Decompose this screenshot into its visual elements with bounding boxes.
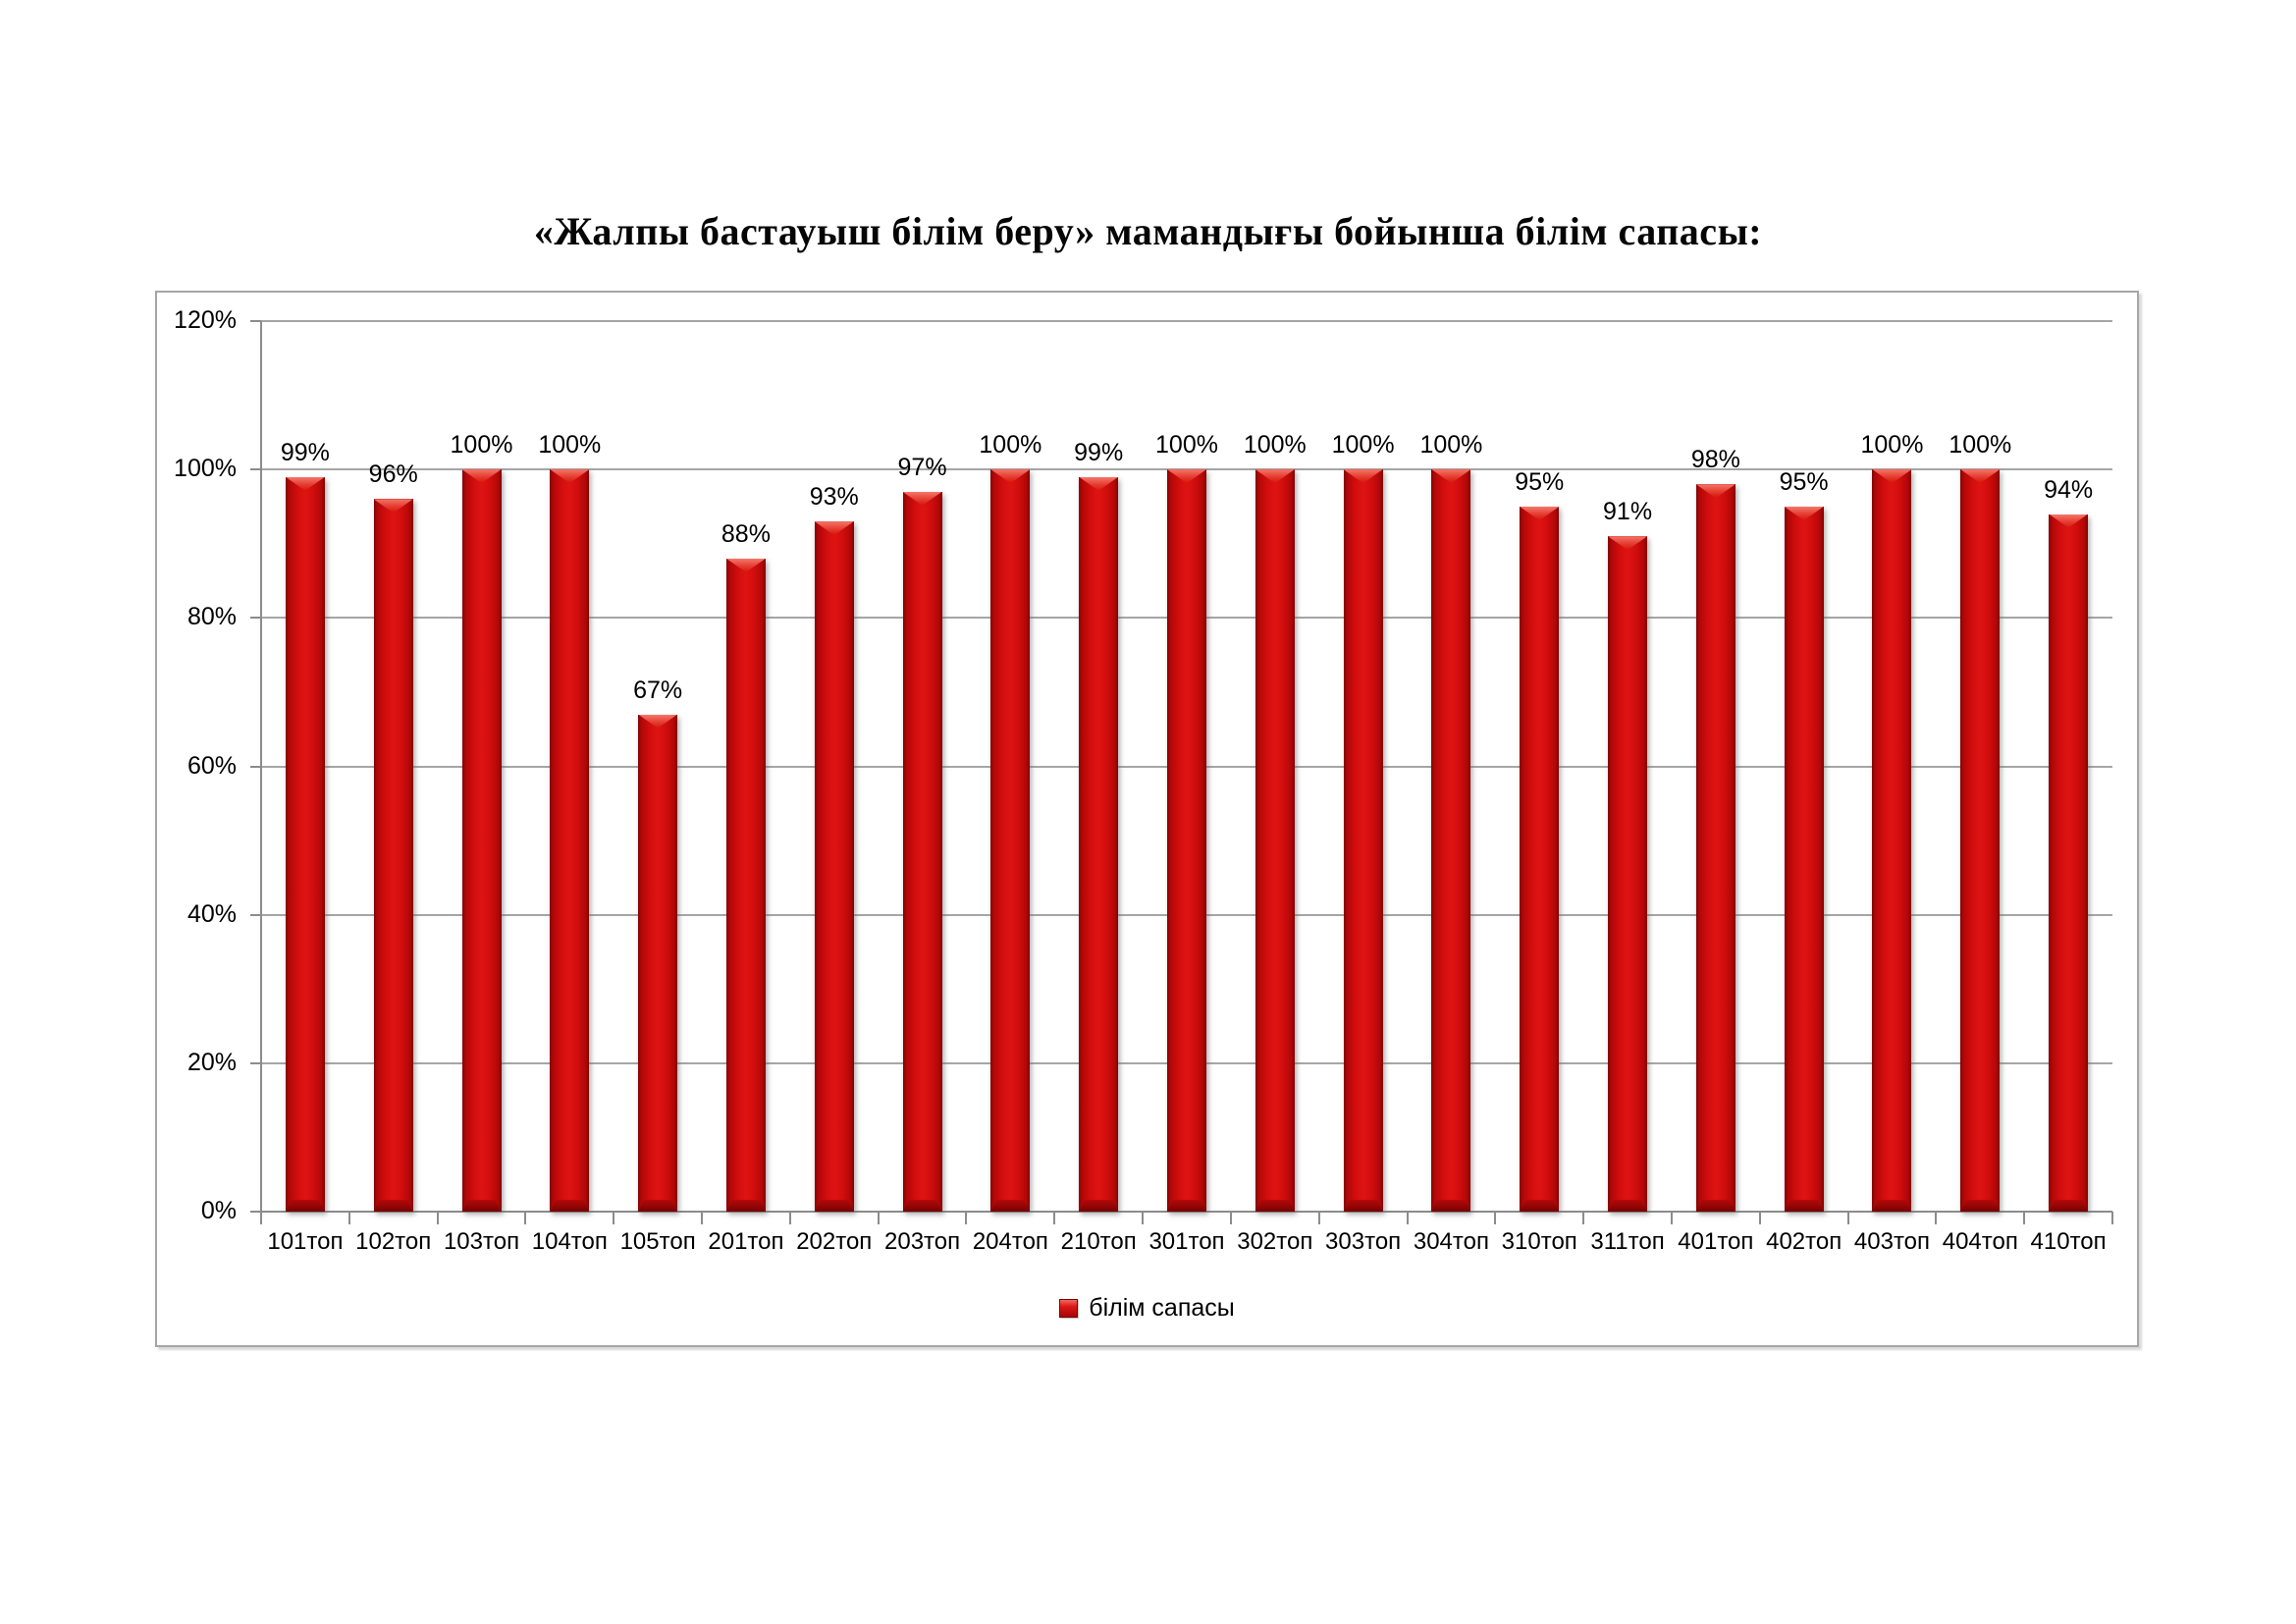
bar — [1167, 469, 1206, 1212]
x-axis-tick — [1494, 1212, 1496, 1224]
bar-value-label: 100% — [979, 431, 1042, 460]
x-axis-tick — [1053, 1212, 1055, 1224]
legend — [157, 1296, 2137, 1321]
bar-value-label: 98% — [1690, 446, 1740, 474]
bar-value-label: 91% — [1603, 498, 1653, 526]
x-axis-tick — [524, 1212, 526, 1224]
bar — [1344, 469, 1383, 1212]
bar-value-label: 100% — [450, 431, 513, 460]
x-axis-category-label: 410топ — [2030, 1228, 2107, 1255]
bar — [462, 469, 502, 1212]
bar-value-label: 100% — [1949, 431, 2012, 460]
x-axis-tick — [701, 1212, 703, 1224]
x-axis-tick — [789, 1212, 791, 1224]
x-axis-category-label: 401топ — [1678, 1228, 1754, 1255]
bar — [1079, 477, 1118, 1212]
bar-value-label: 100% — [538, 431, 602, 460]
x-axis-tick — [437, 1212, 439, 1224]
gridline — [261, 320, 2112, 322]
x-axis-category-label: 304топ — [1413, 1228, 1489, 1255]
x-axis-category-label: 210топ — [1060, 1228, 1137, 1255]
bar — [1872, 469, 1911, 1212]
bar — [1255, 469, 1295, 1212]
bar — [286, 477, 325, 1212]
bar-value-label: 93% — [809, 483, 859, 512]
bar-value-label: 99% — [1074, 438, 1124, 466]
x-axis-tick — [1759, 1212, 1761, 1224]
x-axis-category-label: 301топ — [1148, 1228, 1225, 1255]
x-axis-category-label: 102топ — [355, 1228, 432, 1255]
x-axis-category-label: 202топ — [796, 1228, 873, 1255]
bar — [726, 559, 766, 1212]
bar — [815, 521, 854, 1212]
x-axis-tick — [1671, 1212, 1673, 1224]
x-axis-tick — [965, 1212, 967, 1224]
x-axis-category-label: 402топ — [1766, 1228, 1842, 1255]
legend-label: білім сапасы — [1089, 1294, 1235, 1322]
bar-value-label: 100% — [1860, 431, 1924, 460]
x-axis-category-label: 303топ — [1325, 1228, 1402, 1255]
y-axis-tick-label: 20% — [187, 1048, 237, 1076]
bar-value-label: 95% — [1515, 467, 1565, 496]
chart-title: «Жалпы бастауыш білім беру» мамандығы бойынша білім сапасы: — [533, 209, 1763, 253]
bar-value-label: 97% — [897, 453, 947, 481]
y-axis-tick-label: 40% — [187, 899, 237, 928]
x-axis-tick — [1847, 1212, 1849, 1224]
x-axis-tick — [2111, 1212, 2113, 1224]
bar — [550, 469, 589, 1212]
bar-value-label: 100% — [1331, 431, 1395, 460]
x-axis-tick — [613, 1212, 614, 1224]
bar-value-label: 67% — [633, 676, 683, 704]
bar-value-label: 95% — [1779, 467, 1829, 496]
x-axis-category-label: 302топ — [1237, 1228, 1313, 1255]
bar — [1608, 536, 1647, 1212]
x-axis-category-label: 101топ — [267, 1228, 344, 1255]
y-axis-tick-label: 0% — [200, 1197, 237, 1224]
bar — [990, 469, 1030, 1212]
bar — [638, 715, 677, 1212]
x-axis-category-label: 204топ — [972, 1228, 1048, 1255]
x-axis-tick — [1935, 1212, 1937, 1224]
x-axis-category-label: 104топ — [531, 1228, 608, 1255]
bar — [1960, 469, 2000, 1212]
x-axis-tick — [1142, 1212, 1144, 1224]
bar-value-label: 96% — [368, 460, 418, 489]
bar-value-label: 100% — [1155, 431, 1218, 460]
bar — [374, 499, 413, 1212]
bar-value-label: 99% — [280, 438, 330, 466]
x-axis-tick — [260, 1212, 262, 1224]
x-axis-category-label: 403топ — [1853, 1228, 1931, 1255]
y-axis-tick-label: 80% — [187, 603, 237, 631]
bar-value-label: 100% — [1243, 431, 1307, 460]
bar-value-label: 94% — [2044, 475, 2094, 504]
x-axis-tick — [1318, 1212, 1320, 1224]
bar — [1520, 507, 1559, 1212]
bar — [1431, 469, 1470, 1212]
y-axis-tick-label: 100% — [174, 455, 237, 483]
x-axis-category-label: 103топ — [443, 1228, 520, 1255]
bar — [903, 492, 942, 1212]
x-axis-tick — [2023, 1212, 2025, 1224]
bar-value-label: 100% — [1419, 431, 1483, 460]
chart-frame — [155, 291, 2139, 1347]
x-axis-tick — [878, 1212, 880, 1224]
x-axis-tick — [1407, 1212, 1409, 1224]
bar — [1696, 484, 1735, 1212]
bar — [1785, 507, 1824, 1212]
y-axis-tick-label: 60% — [187, 751, 237, 780]
y-axis-tick-label: 120% — [174, 306, 237, 334]
bar-value-label: 88% — [721, 519, 771, 548]
x-axis-category-label: 201топ — [708, 1228, 784, 1255]
x-axis-tick — [1582, 1212, 1584, 1224]
x-axis-tick — [1230, 1212, 1232, 1224]
x-axis-category-label: 311топ — [1590, 1228, 1665, 1255]
plot-area — [157, 293, 2137, 1345]
x-axis-category-label: 404топ — [1942, 1228, 2018, 1255]
x-axis-category-label: 203топ — [884, 1228, 961, 1255]
legend-swatch-icon — [1059, 1299, 1078, 1318]
x-axis-category-label: 105топ — [619, 1228, 696, 1255]
x-axis-tick — [348, 1212, 350, 1224]
bar — [2049, 514, 2088, 1212]
x-axis-category-label: 310топ — [1501, 1228, 1577, 1255]
